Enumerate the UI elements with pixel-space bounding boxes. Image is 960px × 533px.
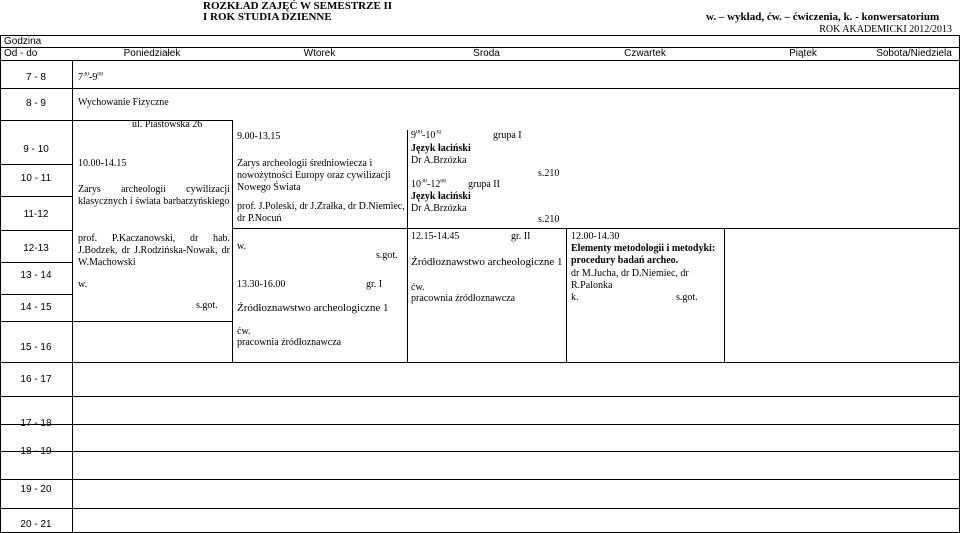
wednesday-block3-place: pracownia źródłoznawcza (411, 293, 516, 304)
wednesday-block1-room: s.210 (538, 168, 560, 179)
hour-label: 10 - 11 (20, 173, 52, 184)
godzina-label: Godzina (4, 36, 42, 47)
grid-line (232, 228, 960, 229)
day-header-weekend: Sobota/Niedziela (876, 48, 952, 59)
tuesday-block1-lecturers: prof. J.Poleski, dr J.Źrałka, dr D.Niemiec, dr P.Nocuń (237, 201, 405, 224)
wednesday-block3-type: ćw. (411, 282, 425, 293)
hour-label: 19 - 20 (20, 484, 52, 495)
grid-line (566, 228, 567, 362)
legend: w. – wykład, ćw. – ćwiczenia, k. - konwersatorium (706, 11, 940, 23)
day-header-monday: Poniedziałek (123, 48, 181, 59)
grid-line (0, 262, 72, 263)
tuesday-block1-title: Zarys archeologii średniowiecza i nowożytności Europy oraz cywilizacji Nowego Świata (237, 158, 391, 193)
hour-label: 18 - 19 (20, 446, 52, 457)
title-line-2: I ROK STUDIA DZIENNE (203, 11, 332, 23)
title-line-1: ROZKŁAD ZAJĘĆ W SEMESTRZE II (203, 0, 393, 12)
tuesday-block1-time: 9.00-13.15 (237, 131, 281, 142)
thursday-block-time: 12.00-14.30 (571, 231, 620, 242)
wednesday-block1-subject: Język łaciński (411, 143, 471, 154)
hour-label: 11-12 (23, 209, 49, 220)
monday-block-lecturers: prof. P.Kaczanowski, dr hab. J.Bodzek, dr J.Rodzińska-Nowak, dr W.Machowski (78, 233, 230, 268)
tuesday-block2-group: gr. I (366, 279, 383, 290)
tuesday-block1-room: s.got. (376, 250, 398, 261)
grid-line (0, 451, 960, 452)
tuesday-block1-type: w. (237, 241, 247, 252)
wednesday-block2-room: s.210 (538, 214, 560, 225)
hour-label: 16 - 17 (20, 374, 52, 385)
wednesday-block2-teacher: Dr A.Brzózka (411, 203, 467, 214)
grid-line (0, 508, 960, 509)
grid-line (407, 130, 408, 362)
od-do-label: Od - do (4, 48, 38, 59)
day-header-wednesday: Środa (473, 48, 500, 59)
monday-7-time: $7^{30}-9^{00}$ (78, 72, 104, 83)
wednesday-block2-group: grupa II (468, 179, 500, 190)
grid-line (0, 362, 960, 363)
day-header-tuesday: Wtorek (303, 48, 336, 59)
hour-label: 7 - 8 (25, 72, 46, 83)
hour-label: 15 - 16 (20, 342, 52, 353)
grid-line (0, 396, 960, 397)
grid-line (72, 60, 73, 533)
academic-year: ROK AKADEMICKI 2012/2013 (819, 24, 952, 35)
grid-line (232, 120, 233, 362)
monday-location: ul. Piastowska 26 (132, 119, 203, 130)
hour-label: 8 - 9 (25, 98, 46, 109)
grid-line (0, 88, 960, 89)
tuesday-block2-place: pracownia źródłoznawcza (237, 337, 342, 348)
grid-line (0, 164, 72, 165)
hour-label: 17 - 18 (20, 418, 52, 429)
grid-line (0, 35, 1, 533)
grid-line (0, 230, 72, 231)
tuesday-block2-title: Źródłoznawstwo archeologiczne 1 (237, 302, 389, 314)
hour-label: 13 - 14 (20, 270, 52, 281)
monday-block-room: s.got. (196, 300, 218, 311)
monday-block-type: w. (78, 279, 88, 290)
wednesday-block1-time: $9^{00}-10^{30}$ (411, 130, 442, 141)
grid-line (0, 479, 960, 480)
wednesday-block3-title: Źródłoznawstwo archeologiczne 1 (411, 256, 563, 268)
grid-line (0, 47, 960, 48)
day-header-friday: Piątek (789, 48, 817, 59)
grid-line (0, 196, 72, 197)
tuesday-block2-time: 13.30-16.00 (237, 279, 286, 290)
thursday-block-lecturers: dr M.Jucha, dr D.Niemiec, dr R.Palonka (571, 268, 689, 291)
wednesday-block3-group: gr. II (511, 231, 531, 242)
grid-line (0, 35, 960, 36)
grid-line (724, 228, 725, 362)
hour-label: 9 - 10 (23, 144, 49, 155)
wednesday-block1-group: grupa I (493, 130, 522, 141)
tuesday-block2-type: ćw. (237, 326, 251, 337)
day-header-thursday: Czwartek (624, 48, 666, 59)
hour-label: 20 - 21 (20, 519, 52, 530)
grid-line (0, 424, 960, 425)
monday-block-time: 10.00-14.15 (78, 158, 127, 169)
hour-label: 14 - 15 (20, 302, 52, 313)
hour-label: 12-13 (23, 243, 49, 254)
grid-line (0, 321, 232, 322)
wednesday-block1-teacher: Dr A.Brzózka (411, 155, 467, 166)
thursday-block-type: k. (571, 292, 579, 303)
grid-line (0, 60, 960, 61)
thursday-block-room: s.got. (676, 292, 698, 303)
monday-block-title: Zarys archeologii cywilizacji klasycznych i świata barbarzyńskiego (78, 184, 230, 207)
wednesday-block2-subject: Język łaciński (411, 191, 471, 202)
wednesday-block3-time: 12.15-14.45 (411, 231, 460, 242)
wychowanie-fizyczne: Wychowanie Fizyczne (78, 97, 169, 108)
thursday-block-title: Elementy metodologii i metodyki: procedury badań archeo. (571, 243, 716, 266)
wednesday-block2-time: $10^{30}-12^{00}$ (411, 179, 447, 190)
grid-line (0, 294, 72, 295)
